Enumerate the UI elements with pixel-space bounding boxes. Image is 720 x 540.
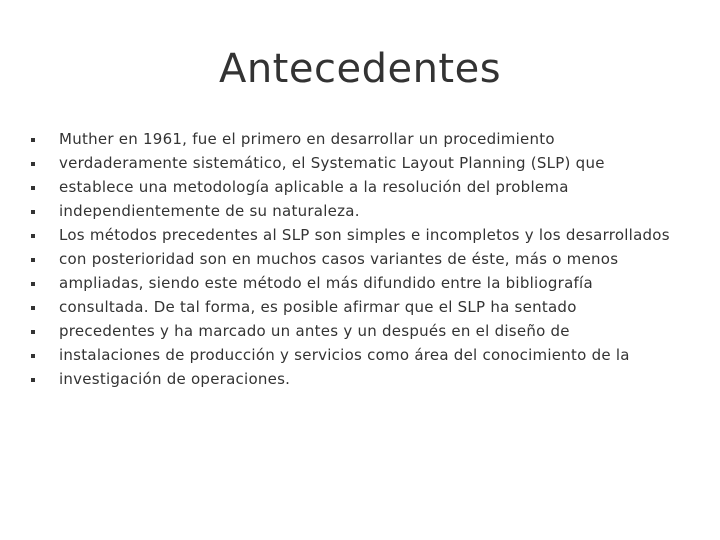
bullet-item xyxy=(30,226,680,245)
bullet-item xyxy=(30,370,680,389)
slide-title: Antecedentes xyxy=(218,46,502,92)
bullet-text: con posterioridad son en muchos casos variantes de éste, más o menos xyxy=(59,250,619,268)
bullet-text: precedentes y ha marcado un antes y un después en el diseño de xyxy=(59,322,570,340)
bullet-list xyxy=(30,130,680,394)
bullet-item xyxy=(30,298,680,317)
bullet-text: establece una metodología aplicable a la resolución del problema xyxy=(59,178,569,196)
bullet-item xyxy=(30,322,680,341)
bullet-text: independientemente de su naturaleza. xyxy=(59,202,360,220)
bullet-text: Los métodos precedentes al SLP son simples e incompletos y los desarrollados xyxy=(59,226,670,244)
bullet-square-icon xyxy=(31,186,35,190)
bullet-item xyxy=(30,130,680,149)
bullet-text: consultada. De tal forma, es posible afirmar que el SLP ha sentado xyxy=(59,298,577,316)
bullet-square-icon xyxy=(31,258,35,262)
bullet-item xyxy=(30,250,680,269)
bullet-text: investigación de operaciones. xyxy=(59,370,291,388)
bullet-item xyxy=(30,346,680,365)
bullet-square-icon xyxy=(31,162,35,166)
bullet-item xyxy=(30,178,680,197)
bullet-item xyxy=(30,202,680,221)
bullet-square-icon xyxy=(31,306,35,310)
bullet-square-icon xyxy=(31,282,35,286)
bullet-square-icon xyxy=(31,378,35,382)
bullet-item xyxy=(30,274,680,293)
bullet-text: verdaderamente sistemático, el Systematic Layout Planning (SLP) que xyxy=(59,154,605,172)
bullet-square-icon xyxy=(31,234,35,238)
bullet-square-icon xyxy=(31,210,35,214)
bullet-text: instalaciones de producción y servicios como área del conocimiento de la xyxy=(59,346,630,364)
bullet-square-icon xyxy=(31,138,35,142)
bullet-text: Muther en 1961, fue el primero en desarrollar un procedimiento xyxy=(59,130,555,148)
bullet-square-icon xyxy=(31,330,35,334)
bullet-text: ampliadas, siendo este método el más difundido entre la bibliografía xyxy=(59,274,593,292)
bullet-square-icon xyxy=(31,354,35,358)
bullet-item xyxy=(30,154,680,173)
